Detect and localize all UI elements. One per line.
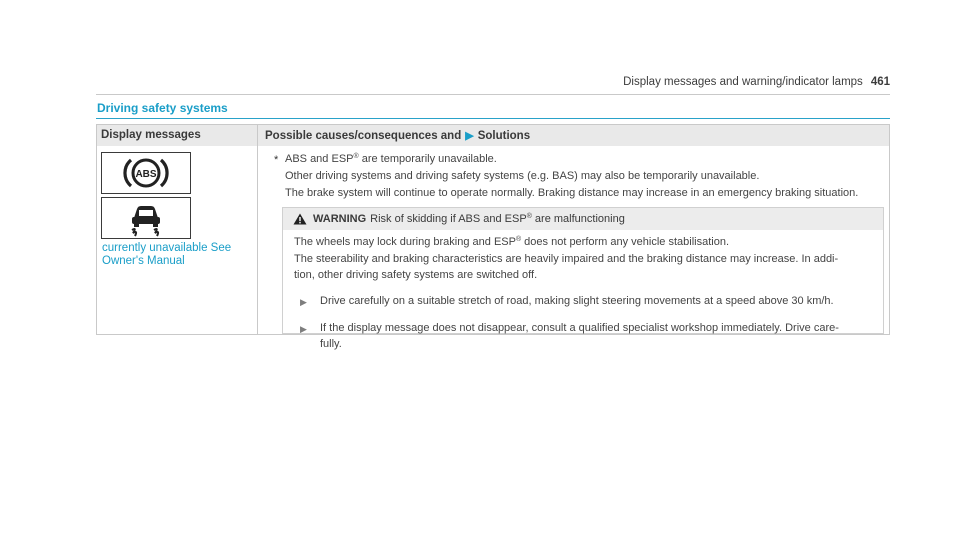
warning-para-2: The steerability and braking characteristics are heavily impaired and the braking distance may increase. In addi- bbox=[294, 253, 839, 265]
abs-warning-icon bbox=[101, 152, 191, 194]
step-arrow-icon: ▶ bbox=[300, 324, 307, 334]
warning-subtitle bbox=[370, 213, 625, 225]
arrow-right-icon: ▶ bbox=[465, 130, 474, 142]
running-title: Display messages and warning/indicator lamps bbox=[623, 76, 863, 88]
display-messages-table bbox=[96, 124, 890, 350]
footnote-asterisk: * bbox=[274, 154, 279, 166]
running-header bbox=[623, 76, 890, 88]
section-title: Driving safety systems bbox=[96, 101, 890, 119]
cause-line-3: The brake system will continue to operate normally. Braking distance may increase in an emergency braking situation. bbox=[285, 187, 859, 199]
warning-para-1 bbox=[294, 234, 873, 250]
page-header bbox=[96, 74, 890, 95]
causes-cell bbox=[258, 146, 889, 350]
cause-line-1b: are temporarily unavailable. bbox=[358, 153, 497, 165]
warning-triangle-icon bbox=[293, 213, 307, 225]
warning-title: WARNING bbox=[313, 213, 367, 225]
svg-text:ABS: ABS bbox=[135, 169, 157, 180]
instruction-step-1 bbox=[294, 293, 873, 310]
cause-line-1a: ABS and ESP bbox=[285, 153, 354, 165]
warning-box bbox=[282, 207, 884, 350]
registered-mark: ® bbox=[515, 236, 522, 243]
esp-off-skid-icon bbox=[101, 197, 191, 239]
registered-mark: ® bbox=[526, 213, 532, 220]
col-header-display-messages: Display messages bbox=[101, 129, 201, 141]
col-header-causes bbox=[265, 129, 530, 142]
display-message-cell bbox=[97, 146, 257, 334]
message-line-1: currently unavailable See bbox=[102, 242, 232, 254]
warning-header bbox=[283, 208, 883, 230]
step-2-line-2: fully. bbox=[320, 338, 342, 350]
causes-text bbox=[285, 151, 881, 202]
display-message-text bbox=[102, 242, 252, 268]
warning-subtitle-a: Risk of skidding if ABS and ESP bbox=[370, 213, 527, 225]
warning-subtitle-b: are malfunctioning bbox=[531, 213, 625, 225]
message-line-2: Owner's Manual bbox=[102, 255, 185, 267]
warning-para-2-cont: tion, other driving safety systems are switched off. bbox=[294, 269, 538, 281]
page-number: 461 bbox=[870, 76, 890, 88]
step-2-line-1: If the display message does not disappear, consult a qualified specialist workshop immediately. Drive care- bbox=[320, 322, 839, 334]
step-2-text bbox=[320, 320, 873, 352]
instruction-step-2 bbox=[294, 320, 873, 352]
warning-body bbox=[294, 234, 873, 352]
step-1-text: Drive carefully on a suitable stretch of road, making slight steering movements at a speed above 30 km/h. bbox=[320, 295, 834, 307]
table-header-row bbox=[97, 125, 889, 146]
registered-mark: ® bbox=[353, 153, 359, 160]
cause-line-1 bbox=[285, 151, 881, 168]
step-arrow-icon: ▶ bbox=[300, 297, 307, 307]
warning-para-1b: does not perform any vehicle stabilisation. bbox=[521, 236, 730, 248]
warning-para-1a: The wheels may lock during braking and ESP bbox=[294, 236, 516, 248]
cause-line-2: Other driving systems and driving safety systems (e.g. BAS) may also be temporarily unavailable. bbox=[285, 170, 760, 182]
col-header-solutions-label: Solutions bbox=[477, 129, 531, 142]
col-header-causes-label: Possible causes/consequences and bbox=[265, 129, 462, 142]
